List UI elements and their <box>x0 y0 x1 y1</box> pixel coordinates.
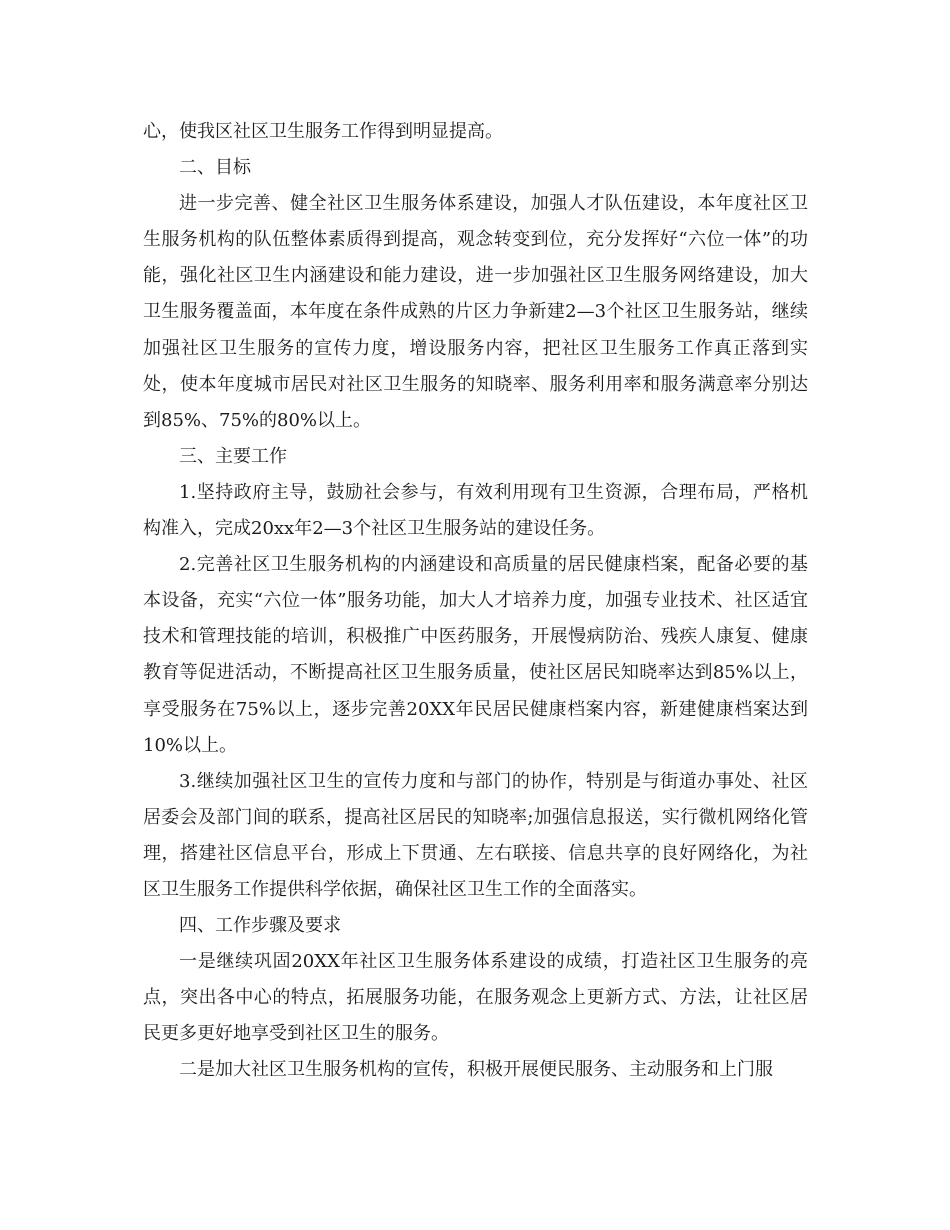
document-body <box>143 114 808 1089</box>
section-heading-goals: 二、目标 <box>179 157 251 179</box>
paragraph-continuation: 心，使我区社区卫生服务工作得到明显提高。 <box>143 121 503 142</box>
paragraph-goals: 进一步完善、健全社区卫生服务体系建设，加强人才队伍建设，本年度社区卫生服务机构的队伍整体素质得到提高，观念转变到位，充分发挥好“六位一体”的功能，强化社区卫生内涵建设和能力建设，进一步加强社区卫生服务网络建设，加大卫生服务覆盖面，本年度在条件成熟的片区力争新建2—3个社区卫生服务站，继续加强社区卫生服务的宣传力度，增设服务内容，把社区卫生服务工作真正落到实处，使本年度城市居民对社区卫生服务的知晓率、服务利用率和服务满意率分别达到85%、75%的80%以上。 <box>143 193 808 431</box>
section-heading-main-work: 三、主要工作 <box>179 445 287 467</box>
paragraph-work-item-2: 2.完善社区卫生服务机构的内涵建设和高质量的居民健康档案，配备必要的基本设备，充实“六位一体”服务功能，加大人才培养力度，加强专业技术、社区适宜技术和管理技能的培训，积极推广中医药服务，开展慢病防治、残疾人康复、健康教育等促进活动，不断提高社区卫生服务质量，使社区居民知晓率达到85%以上，享受服务在75%以上，逐步完善20XX年民居民健康档案内容，新建健康档案达到10%以上。 <box>143 554 808 756</box>
paragraph-step-1: 一是继续巩固20XX年社区卫生服务体系建设的成绩，打造社区卫生服务的亮点，突出各中心的特点，拓展服务功能，在服务观念上更新方式、方法，让社区居民更多更好地享受到社区卫生的服务。 <box>143 951 808 1045</box>
section-heading-steps: 四、工作步骤及要求 <box>179 915 341 937</box>
paragraph-work-item-1: 1.坚持政府主导，鼓励社会参与，有效利用现有卫生资源，合理布局，严格机构准入，完成20xx年2—3个社区卫生服务站的建设任务。 <box>143 481 808 540</box>
paragraph-step-2: 二是加大社区卫生服务机构的宣传，积极开展便民服务、主动服务和上门服 <box>179 1059 773 1081</box>
paragraph-work-item-3: 3.继续加强社区卫生的宣传力度和与部门的协作，特别是与街道办事处、社区居委会及部门间的联系，提高社区居民的知晓率;加强信息报送，实行微机网络化管理，搭建社区信息平台，形成上下贯通、左右联接、信息共享的良好网络化，为社区卫生服务工作提供科学依据，确保社区卫生工作的全面落实。 <box>143 770 808 900</box>
